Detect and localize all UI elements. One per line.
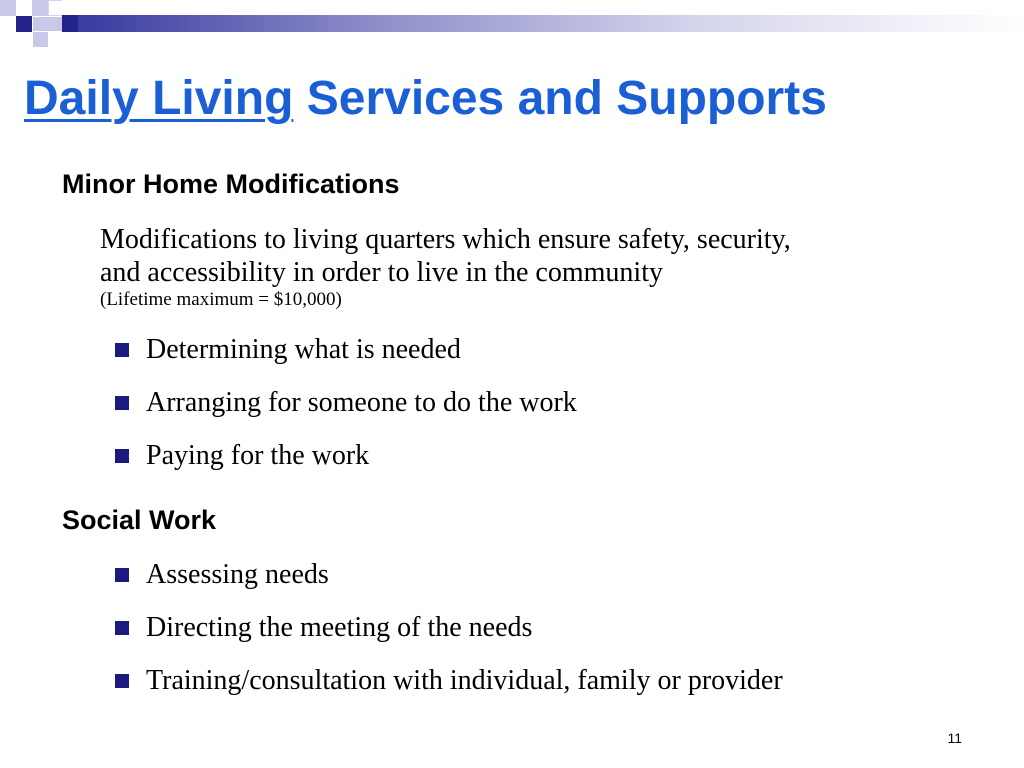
bullet-list-minor-home-modifications [115, 332, 577, 491]
decor-square [33, 32, 48, 47]
list-item [115, 610, 783, 663]
decor-square [62, 0, 78, 15]
list-item [115, 663, 783, 716]
description-line: and accessibility in order to live in the community [100, 257, 663, 288]
bullet-text: Paying for the work [146, 440, 370, 471]
lifetime-maximum-note: (Lifetime maximum = $10,000) [100, 289, 342, 310]
title-link[interactable]: Daily Living [24, 72, 294, 125]
title-text: Services and Supports [293, 72, 827, 125]
section-description [100, 223, 1000, 311]
list-item [115, 438, 577, 491]
page-number: 11 [947, 730, 962, 746]
square-bullet-icon [115, 621, 129, 635]
bullet-text: Arranging for someone to do the work [146, 387, 577, 418]
description-line: Modifications to living quarters which ensure safety, security, [100, 224, 791, 255]
decor-square [16, 16, 32, 32]
list-item [115, 557, 783, 610]
square-bullet-icon [115, 674, 129, 688]
square-bullet-icon [115, 396, 129, 410]
bullet-text: Training/consultation with individual, family or provider [146, 665, 783, 696]
bullet-text: Determining what is needed [146, 334, 461, 365]
section-heading-social-work: Social Work [62, 505, 217, 535]
decor-square [33, 17, 62, 31]
square-bullet-icon [115, 449, 129, 463]
slide-title [24, 70, 1014, 128]
bullet-list-social-work [115, 557, 783, 716]
bullet-text: Directing the meeting of the needs [146, 612, 533, 643]
decor-square [32, 0, 48, 16]
section-heading-minor-home-modifications: Minor Home Modifications [62, 169, 400, 199]
square-bullet-icon [115, 343, 129, 357]
list-item [115, 332, 577, 385]
decor-square [0, 0, 16, 16]
bullet-text: Assessing needs [146, 559, 329, 590]
square-bullet-icon [115, 568, 129, 582]
decor-square [62, 15, 78, 32]
header-gradient-bar [78, 15, 1024, 32]
list-item [115, 385, 577, 438]
